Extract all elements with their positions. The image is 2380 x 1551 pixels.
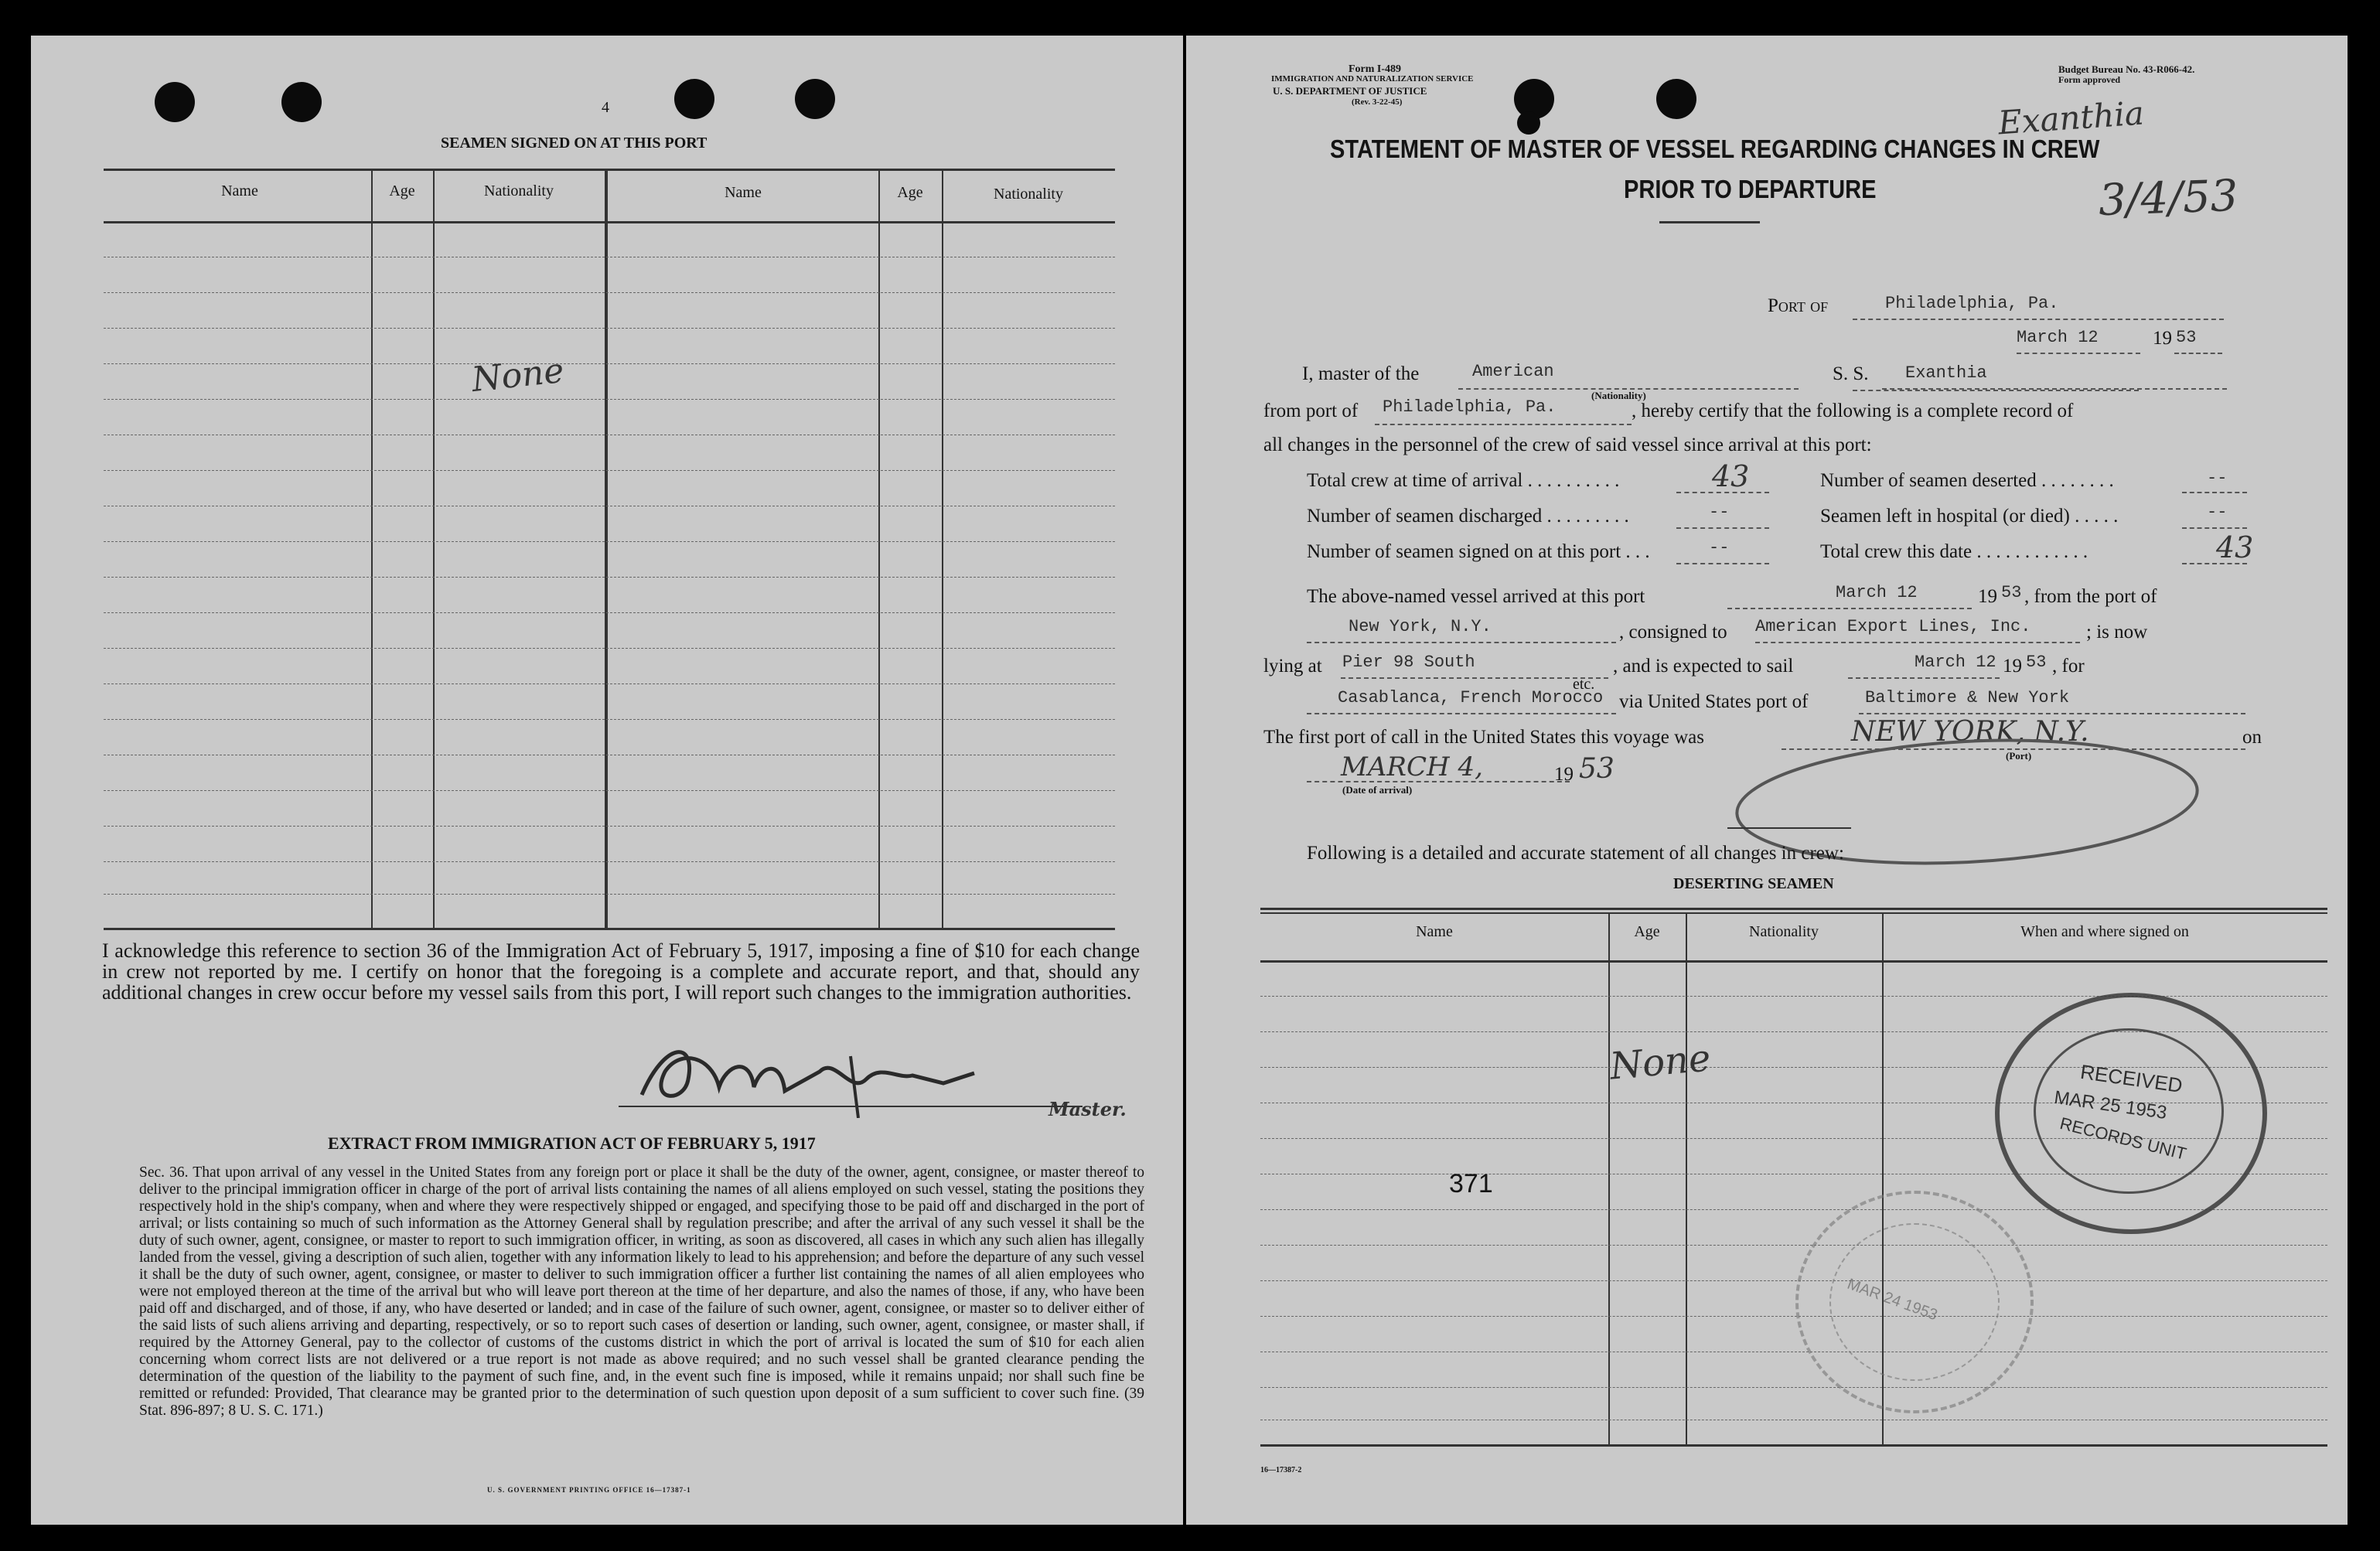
stat-hospital-label: Seamen left in hospital (or died) . . . . .: [1820, 506, 2119, 527]
on-label: on: [2242, 727, 2262, 748]
stat-deserted-label: Number of seamen deserted . . . . . . . .: [1820, 470, 2114, 491]
revision: (Rev. 3-22-45): [1352, 97, 1403, 107]
faded-stamp-date: MAR 24 1953: [1845, 1275, 1940, 1324]
year-field: 53: [2176, 328, 2197, 347]
vessel-name-field: Exanthia: [1905, 363, 1987, 383]
certify-text: , hereby certify that the following is a complete record of: [1632, 401, 2074, 421]
year-prefix: 19: [2153, 328, 2172, 349]
ss-label: S. S.: [1833, 363, 1869, 384]
port-field: Philadelphia, Pa.: [1885, 294, 2059, 313]
nationality-caption: (Nationality): [1591, 390, 1646, 401]
stat-discharged-label: Number of seamen discharged . . . . . . . . .: [1307, 506, 1629, 527]
master-signature: [619, 1025, 1052, 1118]
arrived-year-prefix: 19: [1978, 586, 1997, 607]
arrival-year-prefix: 19: [1554, 764, 1574, 785]
form-title-line2: PRIOR TO DEPARTURE: [1624, 175, 1877, 203]
stat-signed-on-value: --: [1709, 538, 1730, 557]
punch-hole: [674, 79, 714, 119]
punch-hole: [281, 82, 322, 122]
acknowledgement-text: I acknowledge this reference to section 36 of the Immigration Act of February 5, 1917, imposing a fine of $10 for each change in crew not reported by me. I certify on honor that the foregoing is a complete and accurate report, and that, should any additional changes in crew occur before my vessel sails from this port, I will report such changes to the immigration authorities.: [102, 939, 1140, 1004]
following-text: Following is a detailed and accurate statement of all changes in crew:: [1307, 843, 1844, 864]
from-port-field: Philadelphia, Pa.: [1383, 397, 1557, 417]
form-number: Form I-489: [1349, 63, 1402, 75]
first-port-field: NEW YORK, N.Y.: [1851, 716, 2089, 748]
stat-discharged-value: --: [1709, 503, 1730, 522]
is-now-text: ; is now: [2086, 622, 2148, 643]
stat-hospital-value: --: [2207, 503, 2228, 522]
column-header-name: Name: [725, 184, 762, 201]
destination-field: Casablanca, French Morocco: [1338, 688, 1604, 707]
lying-at-field: Pier 98 South: [1342, 653, 1475, 672]
arrived-text: The above-named vessel arrived at this port: [1307, 586, 1645, 607]
column-header-nationality: Nationality: [484, 182, 554, 199]
received-stamp: [1995, 993, 2267, 1234]
stamp-unit: RECORDS UNIT: [2058, 1113, 2189, 1164]
file-number: 371: [1449, 1169, 1493, 1198]
arrival-date-field: MARCH 4,: [1341, 752, 1483, 782]
master-of-the-label: I, master of the: [1302, 363, 1420, 384]
column-header-name: Name: [221, 182, 258, 199]
date-field: March 12: [2017, 328, 2099, 347]
punch-hole: [1656, 79, 1696, 119]
printer-imprint: U. S. GOVERNMENT PRINTING OFFICE 16—17387-1: [487, 1486, 691, 1494]
sail-year-prefix: 19: [2003, 656, 2022, 677]
column-header-age: Age: [897, 184, 923, 201]
sail-year-field: 53: [2026, 653, 2047, 672]
first-port-text: The first port of call in the United States this voyage was: [1263, 727, 1705, 748]
arrival-date-caption: (Date of arrival): [1342, 784, 1413, 796]
from-the-port-of-text: , from the port of: [2024, 586, 2157, 607]
punch-hole: [1517, 111, 1540, 135]
stat-total-crew-arrival-label: Total crew at time of arrival . . . . . . . . . .: [1307, 470, 1620, 491]
for-label: , for: [2052, 656, 2085, 677]
sail-date-field: March 12: [1915, 653, 1996, 672]
consigned-to-label: , consigned to: [1619, 622, 1727, 643]
extract-title: EXTRACT FROM IMMIGRATION ACT OF FEBRUARY 5, 1917: [328, 1133, 816, 1153]
handwritten-none: None: [469, 350, 566, 401]
from-port2-field: New York, N.Y.: [1349, 617, 1492, 636]
via-text: via United States port of: [1619, 691, 1809, 712]
stat-total-crew-date-label: Total crew this date . . . . . . . . . . . .: [1820, 541, 2088, 562]
section-36-text: Sec. 36. That upon arrival of any vessel in the United States from any foreign port or place it shall be the duty of the owner, agent, consignee, or master thereof to deliver to the principal immigration officer in charge of the port of arrival lists containing the names of all aliens employed on such vessel, stating the positions they respectively hold in the ship's company, when and where they were respectively shipped or engaged, and specifying those to be paid off and discharged in the port of arrival; or lists containing so much of such information as the Attorney General shall by regulation prescribe; and after the arrival of any such vessel it shall be the duty of such owner, agent, consignee, or master to report to such immigration officer, in writing, as soon as discovered, all cases in which any such alien has illegally landed from the vessel, giving a description of such alien, together with any information likely to lead to his apprehension; and before the departure of any such vessel it shall be the duty of such owner, agent, consignee, or master to deliver to such immigration officer a further list containing the names of all alien employees who were not employed thereon at the time of the arrival but who will leave port thereon at the time of her departure, and also the names of those, if any, who have been paid off and discharged, and of those, if any, who have deserted or landed; and in case of the failure of such owner, agent, consignee, or master so to deliver either of the said lists of such aliens arriving and departing, respectively, or so to report such cases of desertion or landing, such owner, agent, consignee, or master shall, if required by the Attorney General, pay to the collector of customs of the customs district in which the port of arrival is located the sum of $10 for each alien concerning whom correct lists are not delivered or a true report is not made as above required; and no such vessel shall be granted clearance pending the determination of the question of the liability to the payment of such fine, and, in the event such fine is imposed, while it remains unpaid; nor shall such fine be remitted or refunded: Provided, That clearance may be granted prior to the determination of such question upon deposit of a sum sufficient to cover such fine. (39 Stat. 896-897; 8 U. S. C. 171.): [139, 1164, 1144, 1419]
lying-at-label: lying at: [1263, 656, 1322, 677]
all-changes-text: all changes in the personnel of the crew of said vessel since arrival at this port:: [1263, 435, 1872, 455]
column-header-nationality: Nationality: [1749, 923, 1819, 940]
deserting-seamen-title: DESERTING SEAMEN: [1673, 875, 1834, 892]
via-ports-field: Baltimore & New York: [1865, 688, 2070, 707]
stat-total-crew-date-value: 43: [2216, 530, 2254, 564]
form-approved: Form approved: [2058, 74, 2121, 85]
department-name: U. S. DEPARTMENT OF JUSTICE: [1273, 85, 1427, 97]
handwritten-none: None: [1608, 1036, 1713, 1089]
stat-total-crew-arrival-value: 43: [1712, 459, 1750, 493]
section-title: SEAMEN SIGNED ON AT THIS PORT: [441, 135, 708, 152]
column-header-when-where: When and where signed on: [2020, 923, 2189, 940]
form-page-left: [31, 36, 1183, 1525]
printer-imprint: 16—17387-2: [1260, 1466, 1302, 1474]
form-title-line1: STATEMENT OF MASTER OF VESSEL REGARDING CHANGES IN CREW: [1330, 135, 2100, 163]
column-header-nationality: Nationality: [994, 186, 1063, 203]
punch-hole: [795, 79, 835, 119]
page-number: 4: [602, 99, 609, 116]
nationality-field: American: [1472, 362, 1554, 381]
arrived-date-field: March 12: [1836, 583, 1918, 602]
expected-text: , and is expected to sail: [1613, 656, 1794, 677]
service-name: IMMIGRATION AND NATURALIZATION SERVICE: [1271, 74, 1474, 84]
form-page-right: [1186, 36, 2348, 1525]
etc-label: etc.: [1573, 676, 1595, 693]
port-label: Port of: [1768, 295, 1829, 316]
faded-stamp: [1795, 1191, 2034, 1413]
consignee-field: American Export Lines, Inc.: [1755, 617, 2031, 636]
handwritten-date: 3/4/53: [2097, 170, 2239, 227]
from-port-label: from port of: [1263, 401, 1359, 421]
column-header-age: Age: [1634, 923, 1660, 940]
port-caption: (Port): [2006, 750, 2032, 762]
stamp-received-label: RECEIVED: [2078, 1059, 2184, 1098]
column-header-age: Age: [389, 182, 415, 199]
arrived-year-field: 53: [2001, 583, 2022, 602]
punch-hole: [155, 82, 195, 122]
master-label: Master.: [1048, 1098, 1127, 1120]
handwritten-vessel-name: Exanthia: [1996, 94, 2146, 142]
budget-bureau-number: Budget Bureau No. 43-R066-42.: [2058, 63, 2195, 75]
column-header-name: Name: [1416, 923, 1453, 940]
stamp-date: MAR 25 1953: [2052, 1086, 2168, 1124]
stat-deserted-value: --: [2207, 469, 2228, 488]
stat-signed-on-label: Number of seamen signed on at this port . . .: [1307, 541, 1650, 562]
arrival-year-field: 53: [1579, 753, 1615, 785]
